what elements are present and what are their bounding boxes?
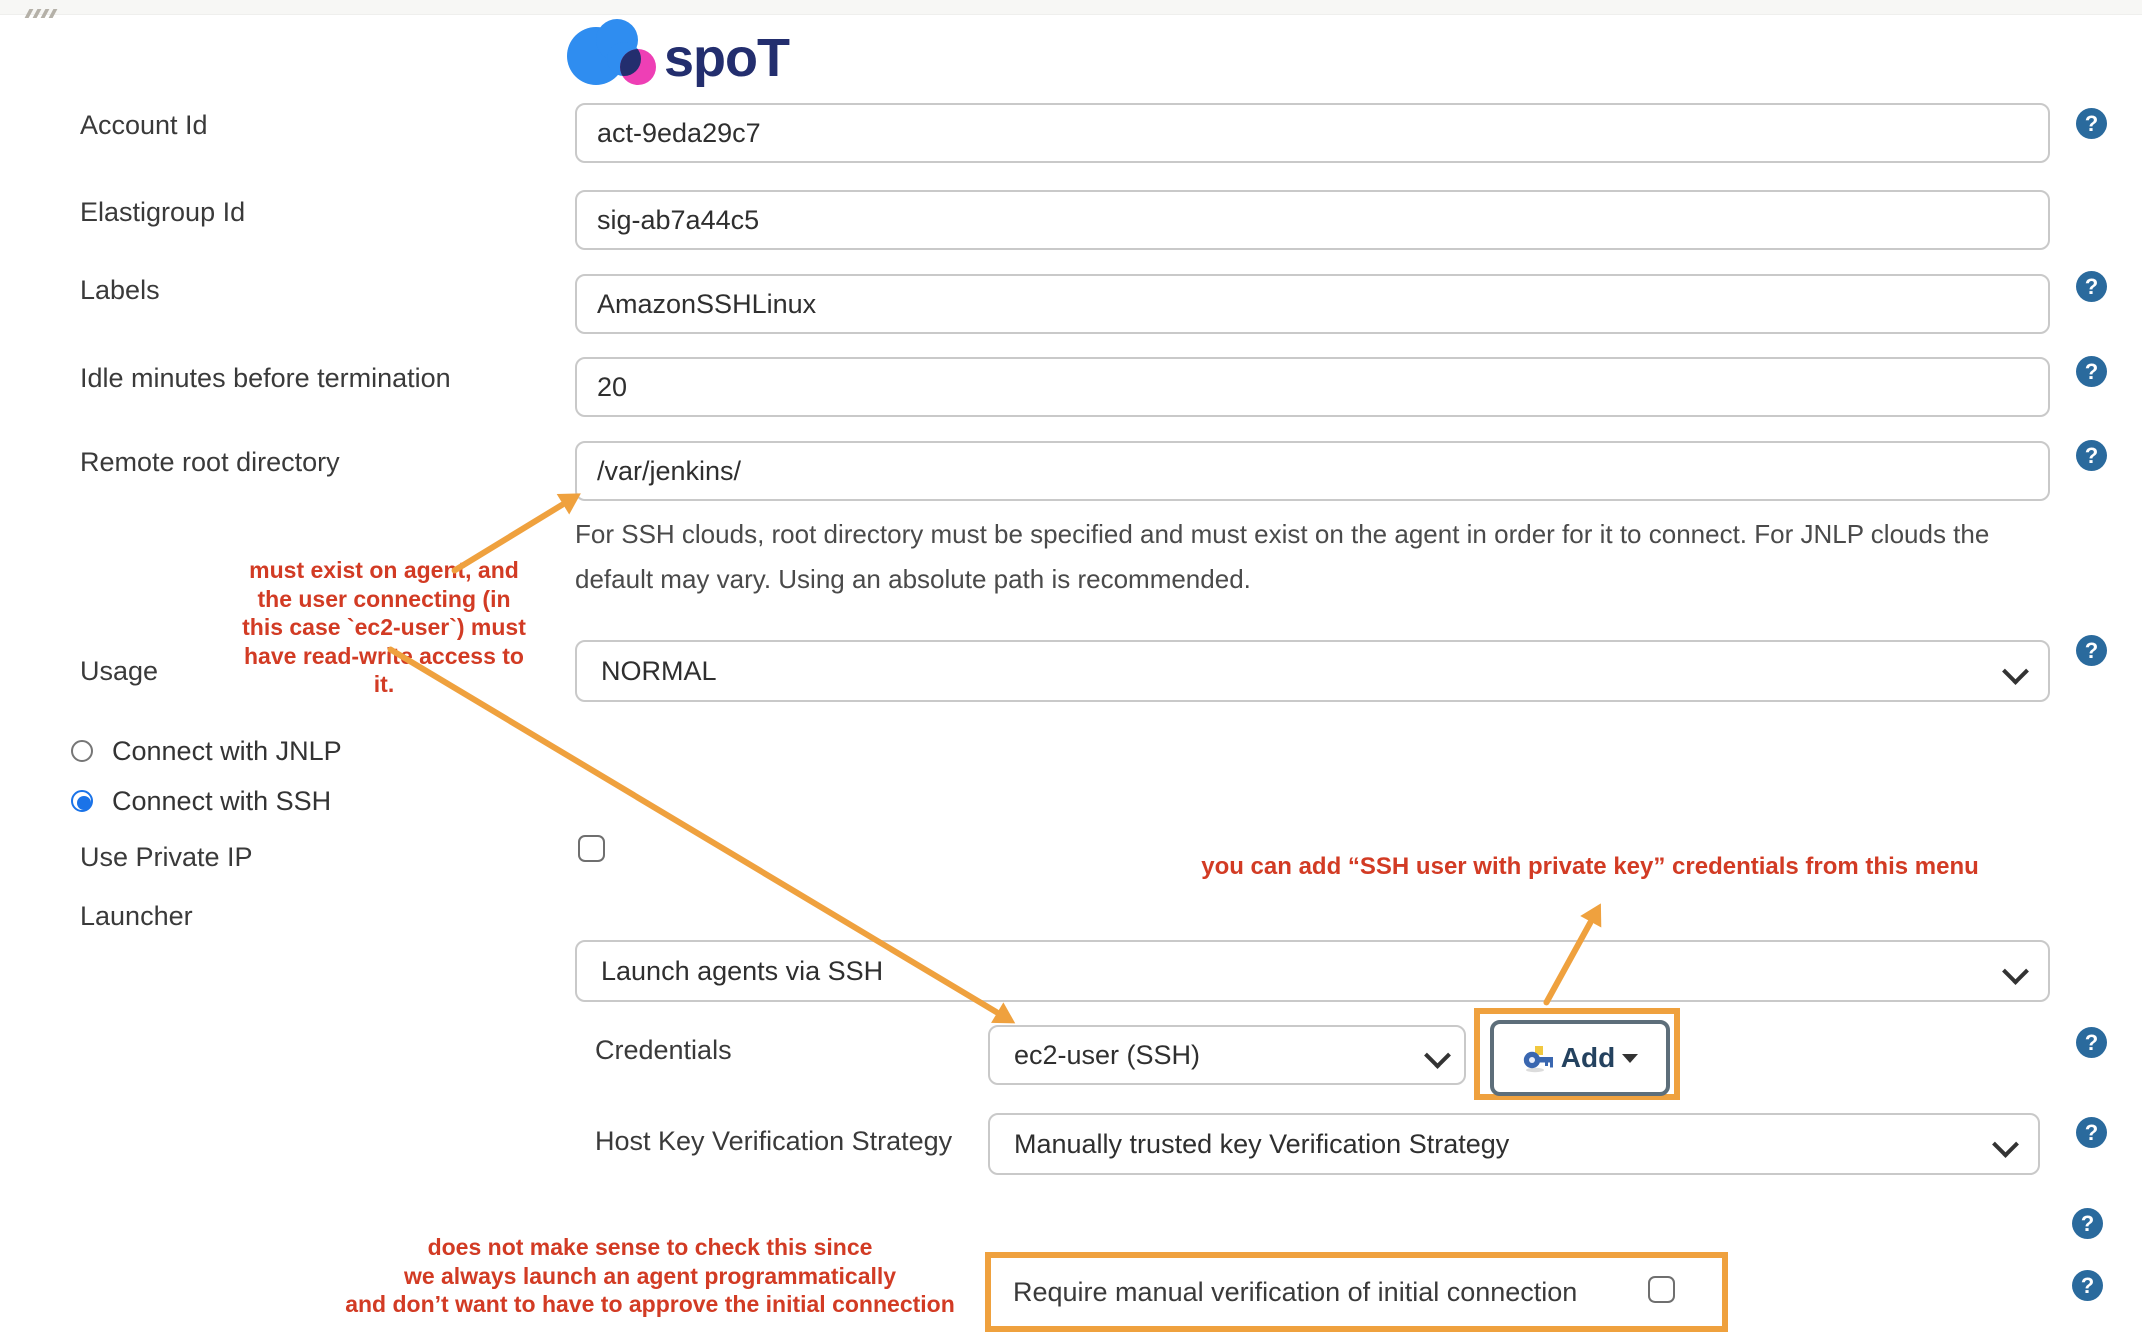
use-private-ip-checkbox[interactable] xyxy=(578,835,605,862)
remote-root-annotation: must exist on agent, and the user connecting (in this case `ec2-user`) must have read-write access to it. xyxy=(242,557,526,697)
help-icon[interactable]: ? xyxy=(2076,1117,2107,1148)
usage-select-value: NORMAL xyxy=(601,655,717,686)
connect-ssh-radio[interactable] xyxy=(71,790,93,812)
elastigroup-id-input[interactable] xyxy=(575,190,2050,250)
remote-root-label: Remote root directory xyxy=(80,447,340,477)
host-key-strategy-label: Host Key Verification Strategy xyxy=(595,1126,953,1156)
account-id-label: Account Id xyxy=(80,110,208,140)
credentials-annotation: you can add “SSH user with private key” credentials from this menu xyxy=(1201,853,1979,880)
caret-down-icon xyxy=(1622,1054,1638,1063)
launcher-select[interactable] xyxy=(575,940,2050,1002)
connect-ssh-label: Connect with SSH xyxy=(112,786,332,816)
credentials-select[interactable] xyxy=(988,1025,1466,1085)
remote-root-input[interactable] xyxy=(575,441,2050,501)
verify-annotation: does not make sense to check this since we always launch an agent programmatically and don’t want to have to approve the initial connection xyxy=(345,1234,955,1317)
help-icon[interactable]: ? xyxy=(2076,440,2107,471)
launcher-label: Launcher xyxy=(80,901,193,931)
require-manual-label: Require manual verification of initial connection xyxy=(1013,1277,1578,1307)
help-icon[interactable]: ? xyxy=(2076,108,2107,139)
use-private-ip-label: Use Private IP xyxy=(80,842,253,872)
host-key-strategy-value: Manually trusted key Verification Strategy xyxy=(1014,1128,1510,1159)
elastigroup-id-label: Elastigroup Id xyxy=(80,197,246,227)
help-icon[interactable]: ? xyxy=(2072,1208,2103,1239)
launcher-select-value: Launch agents via SSH xyxy=(601,955,884,986)
labels-input[interactable] xyxy=(575,274,2050,334)
top-bar xyxy=(0,0,2142,15)
help-icon[interactable]: ? xyxy=(2076,1027,2107,1058)
host-key-strategy-select[interactable] xyxy=(988,1113,2040,1175)
connect-jnlp-radio[interactable] xyxy=(71,740,93,762)
key-icon xyxy=(1522,1043,1554,1073)
add-button-label: Add xyxy=(1560,1042,1616,1073)
help-icon[interactable]: ? xyxy=(2076,356,2107,387)
help-icon[interactable]: ? xyxy=(2072,1270,2103,1301)
labels-label: Labels xyxy=(80,275,160,305)
drag-handle-icon[interactable] xyxy=(27,9,55,18)
help-icon[interactable]: ? xyxy=(2076,635,2107,666)
connect-jnlp-label: Connect with JNLP xyxy=(112,736,342,766)
usage-label: Usage xyxy=(80,656,159,686)
spot-logo xyxy=(560,12,850,90)
idle-minutes-input[interactable] xyxy=(575,357,2050,417)
credentials-select-value: ec2-user (SSH) xyxy=(1014,1039,1201,1070)
credentials-label: Credentials xyxy=(595,1035,732,1065)
help-icon[interactable]: ? xyxy=(2076,271,2107,302)
logo-text: spoT xyxy=(664,28,789,88)
add-credentials-button[interactable] xyxy=(1490,1020,1670,1096)
account-id-input[interactable] xyxy=(575,103,2050,163)
require-manual-checkbox[interactable] xyxy=(1648,1276,1675,1303)
idle-minutes-label: Idle minutes before termination xyxy=(80,363,451,393)
remote-root-help-text: For SSH clouds, root directory must be specified and must exist on the agent in order for it to connect. For JNLP clouds the default may vary. Using an absolute path is recommended. xyxy=(575,519,1990,594)
usage-select[interactable] xyxy=(575,640,2050,702)
